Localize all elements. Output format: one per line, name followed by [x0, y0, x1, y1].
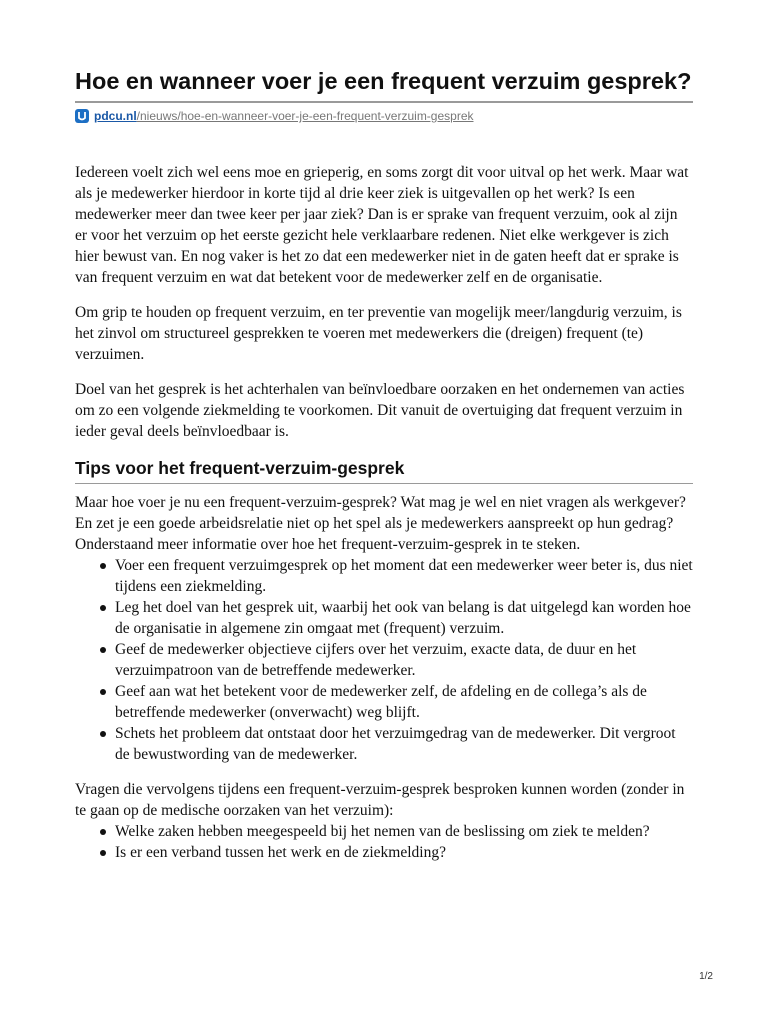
bullet-icon	[100, 689, 106, 695]
bullet-icon	[100, 850, 106, 856]
list-item-text: Voer een frequent verzuimgesprek op het moment dat een medewerker weer beter is, dus niet tijdens een ziekmelding.	[115, 557, 693, 595]
site-logo-icon	[75, 109, 89, 123]
questions-list	[75, 821, 693, 863]
list-item-text: Leg het doel van het gesprek uit, waarbij het ook van belang is dat uitgelegd kan worden hoe de organisatie in algemene zin omgaat met (frequent) verzuim.	[115, 599, 691, 637]
list-item-text: Is er een verband tussen het werk en de ziekmelding?	[115, 844, 446, 861]
page-number: 1/2	[699, 971, 713, 982]
section-heading: Tips voor het frequent-verzuim-gesprek	[75, 458, 405, 478]
bullet-icon	[100, 563, 106, 569]
paragraph-3: Doel van het gesprek is het achterhalen van beïnvloedbare oorzaken en het ondernemen van acties om zo een volgende ziekmelding te voorkomen. Dit vanuit de overtuiging dat frequent verzuim in ieder geval deels beïnvloedbaar is.	[75, 381, 685, 440]
source-path[interactable]: /nieuws/hoe-en-wanneer-voer-je-een-frequent-verzuim-gesprek	[136, 109, 474, 123]
source-domain[interactable]: pdcu.nl	[94, 109, 137, 123]
list-item	[75, 842, 693, 863]
page-title: Hoe en wanneer voer je een frequent verzuim gesprek?	[75, 68, 692, 94]
section-intro: Maar hoe voer je nu een frequent-verzuim-gesprek? Wat mag je wel en niet vragen als werkgever? En zet je een goede arbeidsrelatie niet op het spel als je medewerkers aanspreekt op hun gedrag? Onderstaand meer informatie over hoe het frequent-verzuim-gesprek in te steken.	[75, 494, 686, 553]
paragraph-1: Iedereen voelt zich wel eens moe en grieperig, en soms zorgt dit voor uitval op het werk. Maar wat als je medewerker hierdoor in korte tijd al drie keer ziek is uitgevallen op het werk? Is een medewerker meer dan twee keer per jaar ziek? Dan is er sprake van frequent verzuim, ook al zijn er voor het verzuim op het eerste gezicht hele verklaarbare redenen. Niet elke werkgever is zich hier bewust van. En nog vaker is het zo dat een medewerker niet in de gaten heeft dat er sprake is van frequent verzuim en wat dat betekent voor de medewerker zelf en de organisatie.	[75, 164, 689, 286]
list-item-text: Welke zaken hebben meegespeeld bij het nemen van de beslissing om ziek te melden?	[115, 823, 650, 840]
paragraph-2: Om grip te houden op frequent verzuim, en ter preventie van mogelijk meer/langdurig verzuim, is het zinvol om structureel gesprekken te voeren met medewerkers die (dreigen) frequent (te) verzuimen.	[75, 304, 682, 363]
bullet-icon	[100, 647, 106, 653]
list-item	[75, 597, 693, 639]
tips-list	[75, 555, 693, 765]
bullet-icon	[100, 605, 106, 611]
bullet-icon	[100, 829, 106, 835]
list-item-text: Geef aan wat het betekent voor de medewerker zelf, de afdeling en de collega’s als de betreffende medewerker (onverwacht) weg blijft.	[115, 683, 647, 721]
article	[75, 66, 693, 863]
list-item-text: Geef de medewerker objectieve cijfers over het verzuim, exacte data, de duur en het verzuimpatroon van de betreffende medewerker.	[115, 641, 637, 679]
title-divider	[75, 101, 693, 103]
questions-intro: Vragen die vervolgens tijdens een frequent-verzuim-gesprek besproken kunnen worden (zonder in te gaan op de medische oorzaken van het verzuim):	[75, 781, 685, 819]
bullet-icon	[100, 731, 106, 737]
list-item	[75, 723, 693, 765]
list-item	[75, 821, 693, 842]
list-item	[75, 681, 693, 723]
list-item-text: Schets het probleem dat ontstaat door het verzuimgedrag van de medewerker. Dit vergroot de bewustwording van de medewerker.	[115, 725, 676, 763]
list-item	[75, 639, 693, 681]
source-link[interactable]	[75, 107, 693, 125]
list-item	[75, 555, 693, 597]
section-divider	[75, 483, 693, 484]
